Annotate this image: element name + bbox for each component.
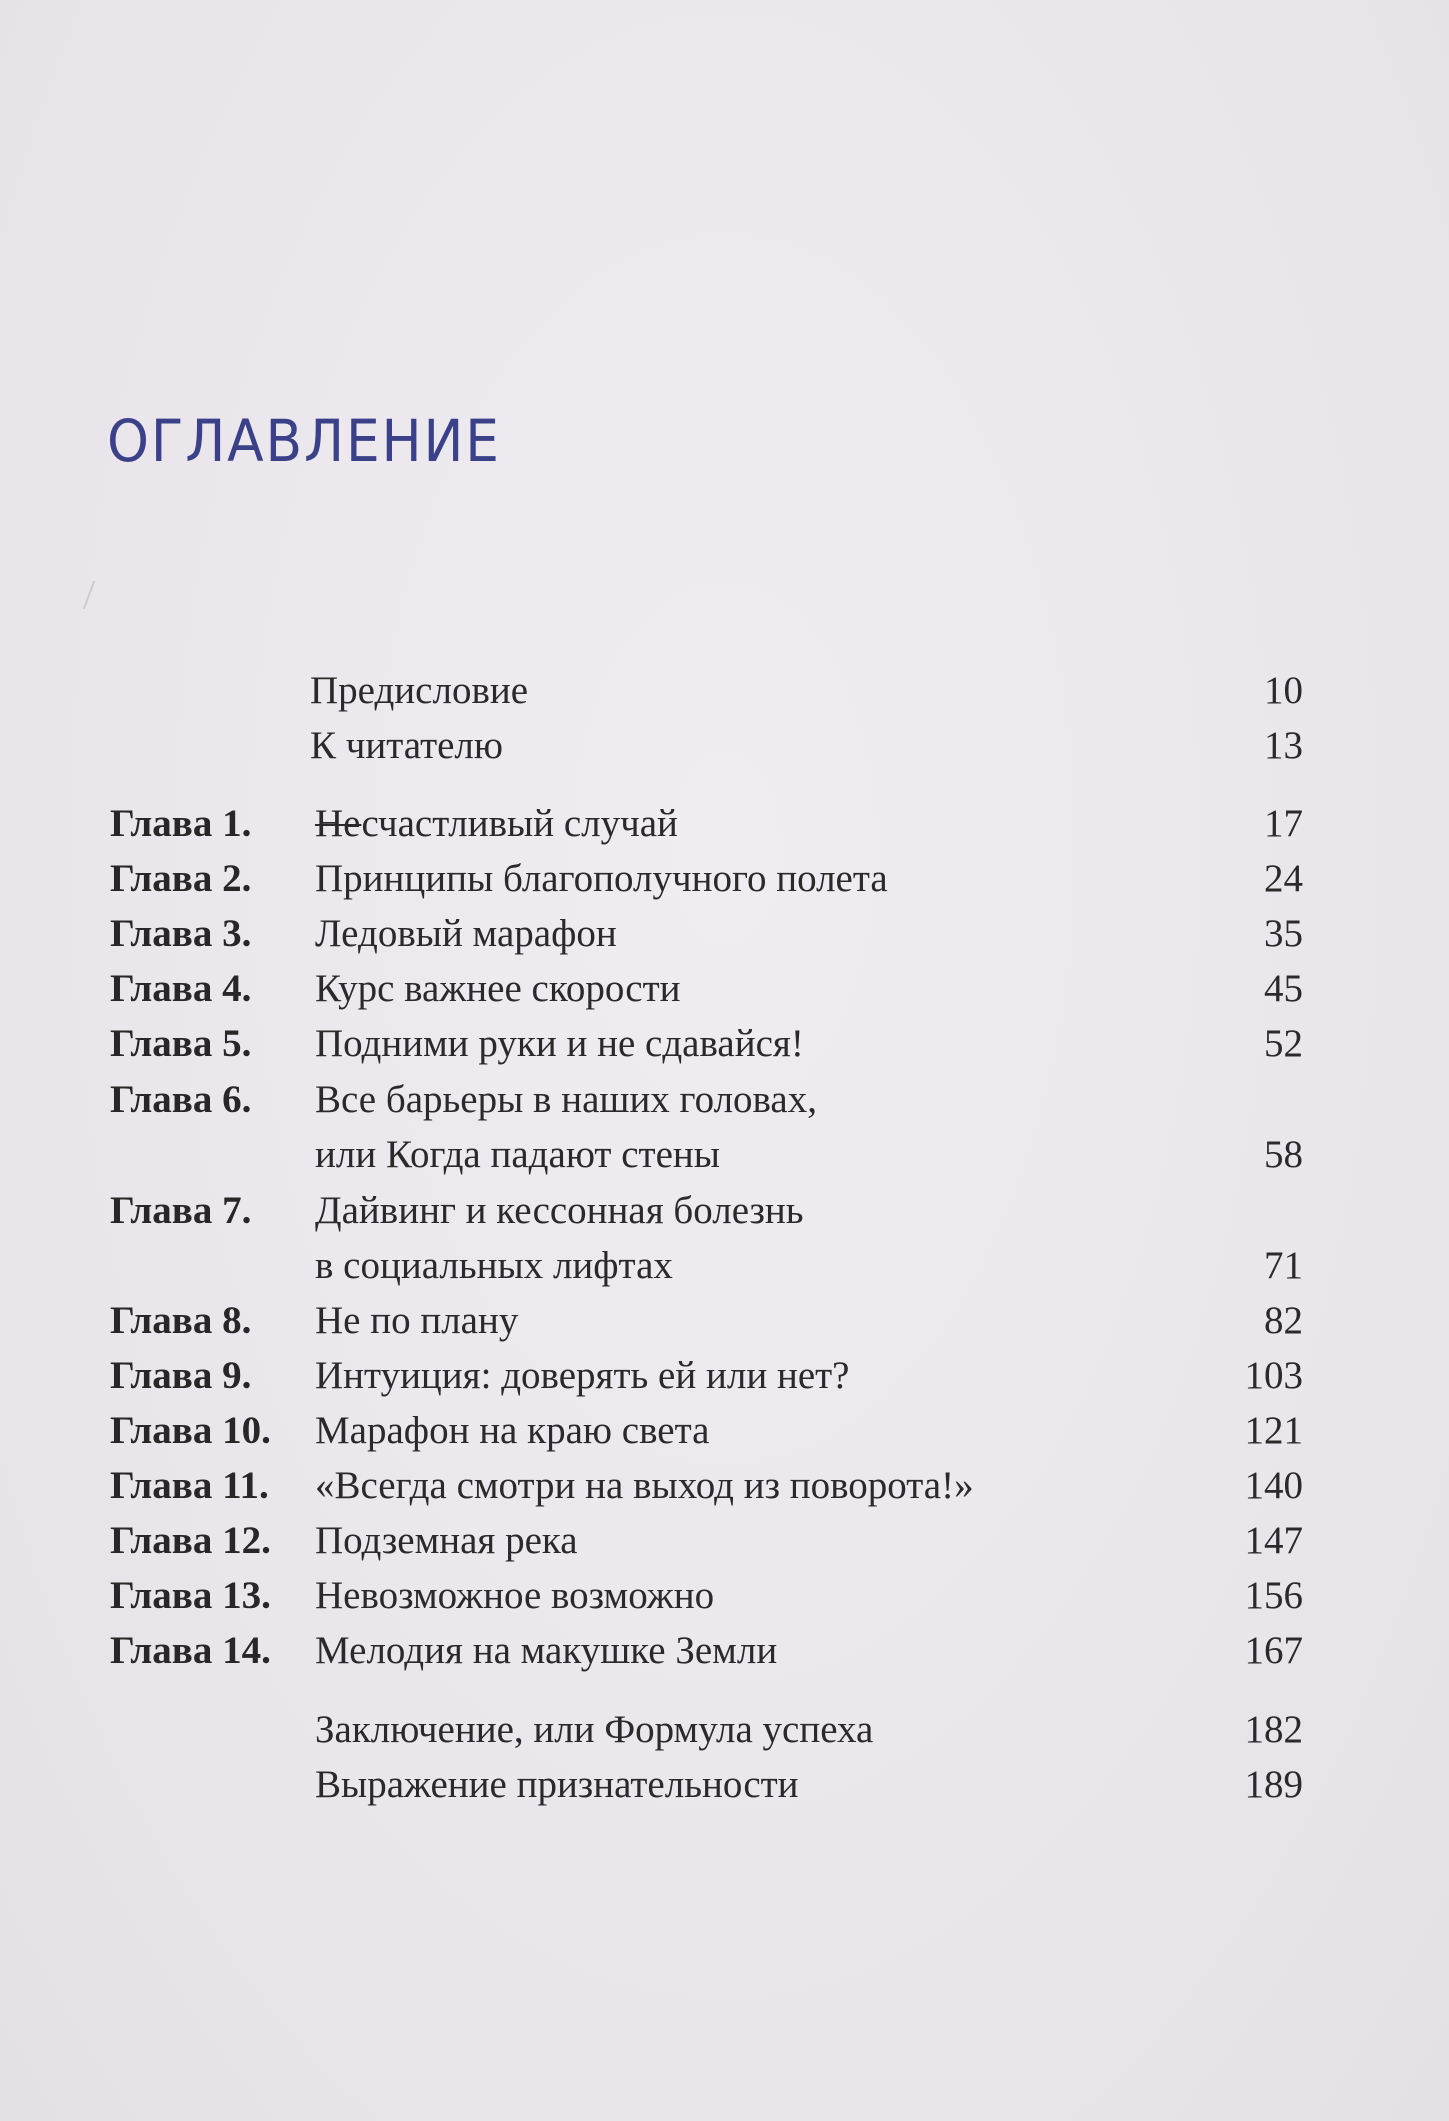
toc-entry-chapter-10[interactable]	[0, 1403, 1449, 1458]
toc-entry-title: «Всегда смотри на выход из поворота!»	[315, 1464, 974, 1507]
title-rest: счастливый случай	[361, 802, 678, 845]
toc-page-number: 189	[1244, 1763, 1303, 1806]
toc-entry-chapter-2[interactable]	[0, 851, 1449, 906]
toc-entry-title: Невозможное возможно	[315, 1574, 715, 1617]
chapter-label: Глава 11.	[110, 1464, 269, 1507]
toc-entry-title: Все барьеры в наших головах,	[315, 1078, 817, 1121]
toc-entry-title: Принципы благополучного полета	[315, 857, 888, 900]
toc-entry-chapter-3[interactable]	[0, 906, 1449, 961]
toc-entry-acknowledgements[interactable]	[0, 1757, 1449, 1812]
chapter-label: Глава 7.	[110, 1189, 252, 1232]
page-title: ОГЛАВЛЕНИЕ	[107, 407, 501, 475]
chapter-label: Глава 12.	[110, 1519, 271, 1562]
toc-page-number: 24	[1264, 857, 1303, 900]
chapter-label: Глава 5.	[110, 1022, 252, 1065]
toc-entry-title: Подними руки и не сдавайся!	[315, 1022, 804, 1065]
toc-page-number: 58	[1264, 1133, 1303, 1176]
toc-page-number: 45	[1264, 967, 1303, 1010]
paper-speck	[83, 581, 95, 610]
toc-entry-chapter-6-line2[interactable]	[0, 1127, 1449, 1182]
toc-page-number: 182	[1244, 1708, 1303, 1751]
toc-page-number: 13	[1264, 724, 1303, 767]
toc-entry-chapter-8[interactable]	[0, 1293, 1449, 1348]
toc-entry-preface[interactable]	[0, 663, 1449, 718]
toc-entry-title	[315, 796, 678, 851]
toc-page-number: 17	[1264, 802, 1303, 845]
chapter-label: Глава 6.	[110, 1078, 252, 1121]
toc-entry-title: Интуиция: доверять ей или нет?	[315, 1354, 850, 1397]
toc-entry-title: Мелодия на макушке Земли	[315, 1629, 778, 1672]
chapter-label: Глава 9.	[110, 1354, 252, 1397]
chapter-label: Глава 1.	[110, 802, 252, 845]
toc-entry-title-continued: в социальных лифтах	[315, 1244, 673, 1287]
toc-page-number: 156	[1244, 1574, 1303, 1617]
toc-entry-chapter-1[interactable]	[0, 796, 1449, 851]
struck-prefix: Не	[315, 802, 362, 845]
toc-entry-title: Курс важнее скорости	[315, 967, 681, 1010]
toc-page-number: 147	[1244, 1519, 1303, 1562]
toc-page-number: 10	[1264, 669, 1303, 712]
toc-page-number: 71	[1264, 1244, 1303, 1287]
toc-entry-title: Выражение признательности	[315, 1763, 799, 1806]
toc-page-number: 103	[1244, 1354, 1303, 1397]
chapter-label: Глава 14.	[110, 1629, 271, 1672]
toc-entry-chapter-4[interactable]	[0, 961, 1449, 1016]
toc-page-number: 82	[1264, 1299, 1303, 1342]
toc-entry-chapter-6[interactable]	[0, 1072, 1449, 1127]
toc-entry-conclusion[interactable]	[0, 1702, 1449, 1757]
toc-entry-title: Не по плану	[315, 1299, 519, 1342]
toc-entry-chapter-12[interactable]	[0, 1513, 1449, 1568]
toc-page-number: 167	[1244, 1629, 1303, 1672]
toc-page-number: 52	[1264, 1022, 1303, 1065]
toc-entry-chapter-7[interactable]	[0, 1183, 1449, 1238]
chapter-label: Глава 3.	[110, 912, 252, 955]
chapter-label: Глава 4.	[110, 967, 252, 1010]
toc-entry-title: Предисловие	[310, 669, 529, 712]
toc-entry-chapter-11[interactable]	[0, 1458, 1449, 1513]
toc-entry-chapter-5[interactable]	[0, 1016, 1449, 1071]
chapter-label: Глава 2.	[110, 857, 252, 900]
toc-entry-chapter-14[interactable]	[0, 1623, 1449, 1678]
toc-entry-title-continued: или Когда падают стены	[315, 1133, 720, 1176]
toc-entry-title: Марафон на краю света	[315, 1409, 710, 1452]
toc-entry-chapter-9[interactable]	[0, 1348, 1449, 1403]
chapter-label: Глава 13.	[110, 1574, 271, 1617]
toc-page-number: 121	[1244, 1409, 1303, 1452]
toc-entry-title: Заключение, или Формула успеха	[315, 1708, 874, 1751]
toc-entry-title: Дайвинг и кессонная болезнь	[315, 1189, 804, 1232]
toc-page-number: 140	[1244, 1464, 1303, 1507]
chapter-label: Глава 10.	[110, 1409, 271, 1452]
toc-page-number: 35	[1264, 912, 1303, 955]
toc-entry-chapter-7-line2[interactable]	[0, 1238, 1449, 1293]
toc-entry-title: Ледовый марафон	[315, 912, 617, 955]
toc-entry-chapter-13[interactable]	[0, 1568, 1449, 1623]
toc-entry-to-reader[interactable]	[0, 718, 1449, 773]
toc-entry-title: Подземная река	[315, 1519, 578, 1562]
toc-entry-title: К читателю	[310, 724, 504, 767]
chapter-label: Глава 8.	[110, 1299, 252, 1342]
